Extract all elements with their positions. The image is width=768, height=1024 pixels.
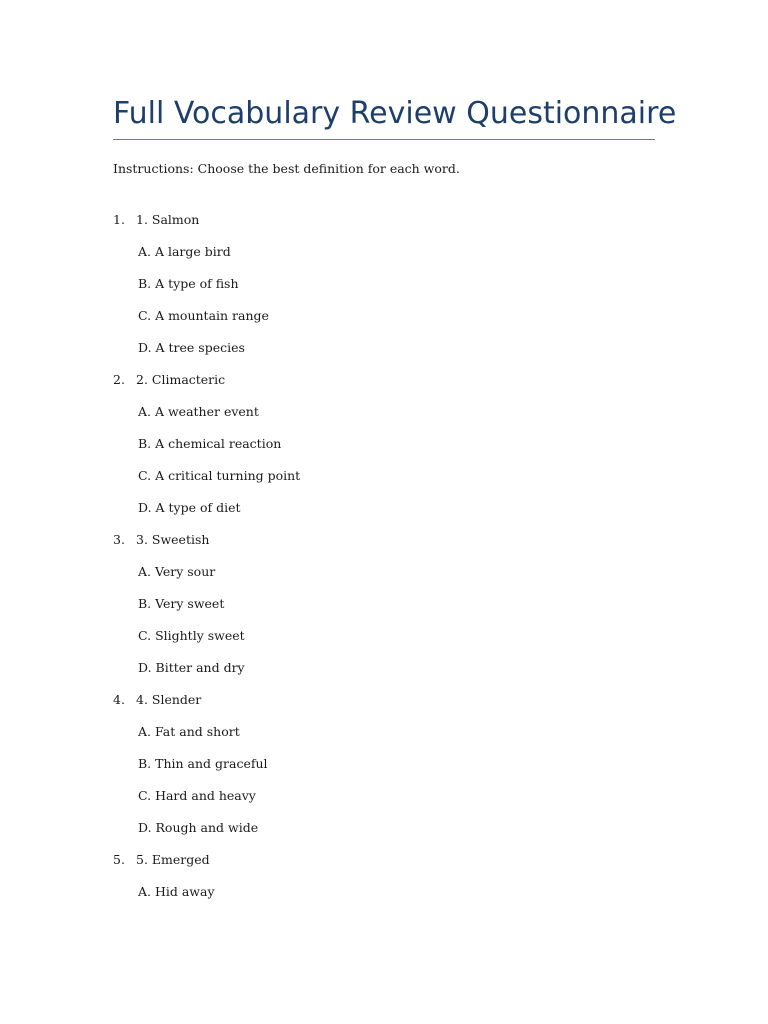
question-line — [113, 211, 300, 243]
answer-option: D. Bitter and dry — [138, 660, 245, 675]
question-item — [113, 371, 300, 531]
question-text: 4. Slender — [136, 692, 202, 707]
question-item — [113, 851, 300, 915]
question-item — [113, 691, 300, 851]
answer-option: D. A type of diet — [138, 500, 241, 515]
question-item — [113, 531, 300, 691]
question-text: 1. Salmon — [136, 212, 200, 227]
option-list — [113, 723, 300, 851]
answer-option: A. A large bird — [138, 244, 231, 259]
option-list — [113, 883, 300, 915]
question-line — [113, 371, 300, 403]
question-text: 2. Climacteric — [136, 372, 226, 387]
document-title: Full Vocabulary Review Questionnaire — [113, 96, 677, 131]
answer-option: D. Rough and wide — [138, 820, 259, 835]
question-line — [113, 691, 300, 723]
title-underline — [113, 139, 655, 140]
answer-option: B. A type of fish — [138, 276, 239, 291]
question-number: 2. — [113, 372, 125, 387]
option-list — [113, 403, 300, 531]
answer-option: A. Hid away — [138, 884, 215, 899]
question-line — [113, 851, 300, 883]
instructions-text: Instructions: Choose the best definition for each word. — [113, 161, 460, 176]
question-text: 3. Sweetish — [136, 532, 210, 547]
question-text: 5. Emerged — [136, 852, 210, 867]
answer-option: A. Fat and short — [138, 724, 240, 739]
answer-option: B. Very sweet — [138, 596, 225, 611]
question-line — [113, 531, 300, 563]
answer-option: C. Hard and heavy — [138, 788, 256, 803]
question-list — [113, 211, 300, 915]
question-item — [113, 211, 300, 371]
answer-option: D. A tree species — [138, 340, 245, 355]
option-list — [113, 563, 300, 691]
question-number: 4. — [113, 692, 125, 707]
question-number: 3. — [113, 532, 125, 547]
question-number: 1. — [113, 212, 125, 227]
answer-option: B. A chemical reaction — [138, 436, 282, 451]
answer-option: C. Slightly sweet — [138, 628, 245, 643]
answer-option: A. Very sour — [138, 564, 216, 579]
answer-option: B. Thin and graceful — [138, 756, 268, 771]
answer-option: C. A mountain range — [138, 308, 269, 323]
answer-option: C. A critical turning point — [138, 468, 301, 483]
answer-option: A. A weather event — [138, 404, 259, 419]
question-number: 5. — [113, 852, 125, 867]
option-list — [113, 243, 300, 371]
